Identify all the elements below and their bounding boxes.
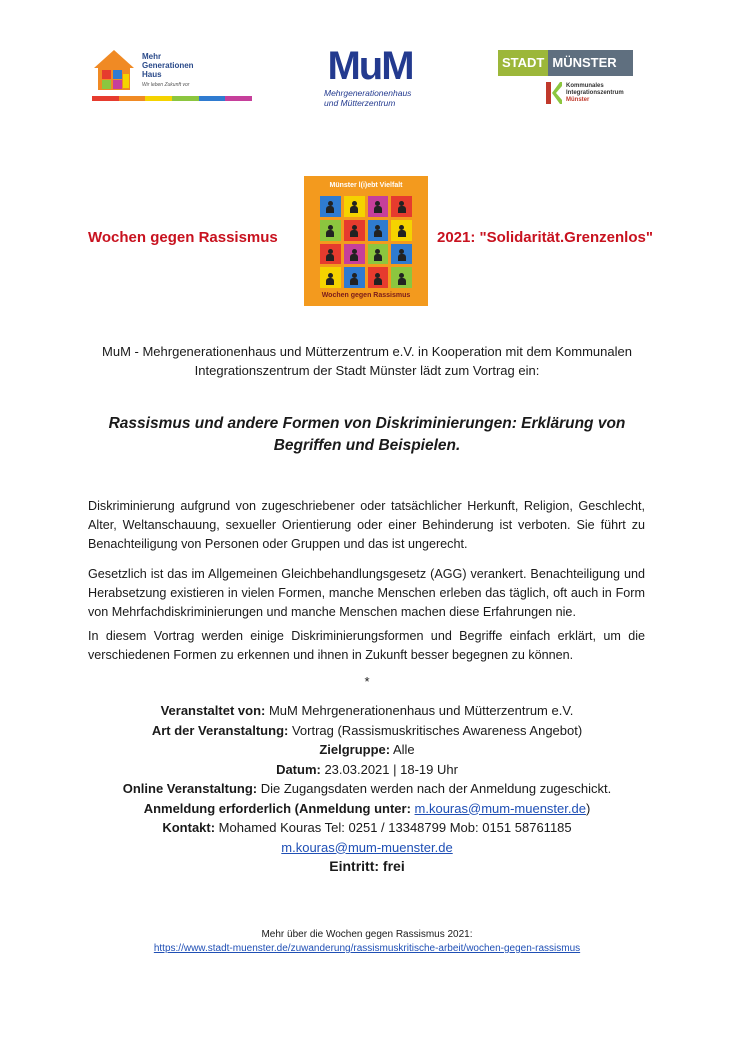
mum-logo-subtitle: Mehrgenerationenhaus und Mütterzentrum <box>324 88 412 108</box>
online-line: Online Veranstaltung: Die Zugangsdaten werden nach der Anmeldung zugeschickt. <box>122 781 612 796</box>
ki-logo-icon <box>546 82 562 104</box>
organizer-line: Veranstaltet von: MuM Mehrgenerationenhaus und Mütterzentrum e.V. <box>160 703 574 718</box>
contact-email-line <box>60 838 674 858</box>
stadt-muenster-logo <box>498 50 633 110</box>
paragraph-2: Gesetzlich ist das im Allgemeinen Gleichbehandlungsgesetz (AGG) verankert. Benachteiligung und Herabsetzung existieren in vielen Formen, manche Menschen erleben das täglich, oft auch in Form von Mehrfachdiskriminierungen und manche Menschen machen diese Erfahrungen nie. <box>88 567 645 619</box>
footer <box>60 928 674 956</box>
mum-logo-mark: MuM <box>327 44 413 88</box>
footer-url-link[interactable]: https://www.stadt-muenster.de/zuwanderung/rassismuskritische-arbeit/wochen-gegen-rassismus <box>153 943 581 954</box>
poster-top-text: Münster l(i)ebt Vielfalt <box>329 182 403 189</box>
stadt-muenster-wordmark: STADT MÜNSTER <box>498 50 633 76</box>
entry-line: Eintritt: frei <box>329 858 405 874</box>
event-details <box>60 701 674 877</box>
registration-email-link[interactable]: m.kouras@mum-muenster.de <box>414 800 586 816</box>
mgh-color-bar <box>92 96 252 101</box>
paragraph-3: In diesem Vortrag werden einige Diskriminierungsformen und Begriffe einfach erklärt, um die verschiedenen Formen zu erkennen und ihnen in Zukunft besser begegnen zu können. <box>88 629 645 662</box>
mum-logo <box>322 44 418 110</box>
contact-email-link[interactable]: m.kouras@mum-muenster.de <box>281 839 453 855</box>
lecture-title: Rassismus und andere Formen von Diskriminierungen: Erklärung von Begriffen und Beispielen. <box>108 415 626 454</box>
mgh-tagline: Wir leben Zukunft vor <box>142 82 190 88</box>
contact-line: Kontakt: Mohamed Kouras Tel: 0251 / 13348799 Mob: 0151 58761185 <box>162 820 572 835</box>
poster-grid <box>320 196 412 288</box>
separator: * <box>364 674 370 689</box>
intro-text: MuM - Mehrgenerationenhaus und Mütterzentrum e.V. in Kooperation mit dem Kommunalen Integrationszentrum der Stadt Münster lädt zum Vortrag ein: <box>102 344 632 378</box>
mgh-logo-text: Mehr Generationen Haus <box>142 52 194 79</box>
ki-logo-text: Kommunales Integrationszentrum Münster <box>566 83 624 103</box>
audience-line: Zielgruppe: Alle <box>319 742 415 757</box>
footer-text: Mehr über die Wochen gegen Rassismus 2021: <box>261 929 473 940</box>
house-icon <box>92 48 136 92</box>
event-title-left: Wochen gegen Rassismus <box>88 229 278 246</box>
paragraph-1: Diskriminierung aufgrund von zugeschriebener oder tatsächlicher Herkunft, Religion, Geschlecht, Alter, Weltanschauung, sexueller Orientierung oder einer Behinderung ist verboten. Sie führt zu Benachteiligung von Personen oder Gruppen und das ist ungerecht. <box>88 499 645 551</box>
event-type-line: Art der Veranstaltung: Vortrag (Rassismuskritisches Awareness Angebot) <box>151 722 583 738</box>
date-line: Datum: 23.03.2021 | 18-19 Uhr <box>276 761 458 777</box>
mehrgenerationenhaus-logo <box>92 44 252 104</box>
poster-bottom-text: Wochen gegen Rassismus <box>321 292 411 299</box>
event-title-right: 2021: "Solidarität.Grenzenlos" <box>437 229 653 246</box>
vielfalt-poster <box>304 176 428 306</box>
registration-line: Anmeldung erforderlich (Anmeldung unter: m.kouras@mum-muenster.de) <box>143 800 591 816</box>
